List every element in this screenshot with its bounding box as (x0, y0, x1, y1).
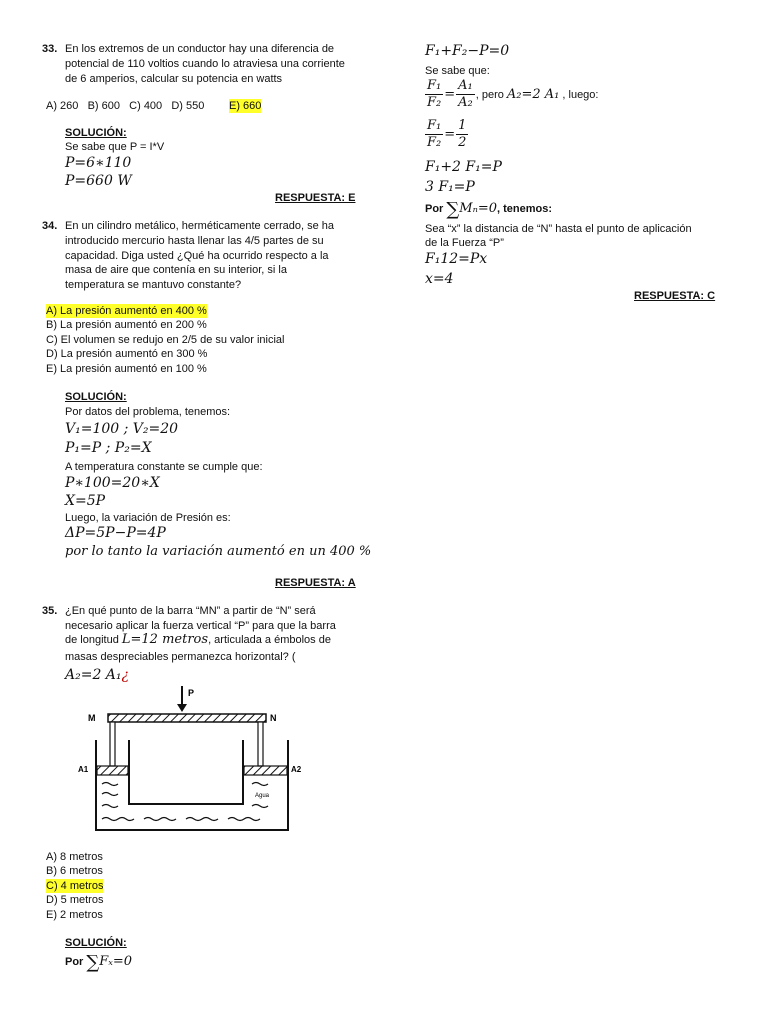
answer-label: RESPUESTA: A (275, 577, 356, 589)
solution-text: A temperatura constante se cumple que: (65, 461, 263, 473)
label-m: M (88, 713, 96, 723)
fraction-numerator: A₁ (458, 78, 473, 93)
question-text-line: En los extremos de un conductor hay una diferencia de (65, 43, 335, 55)
piston-a1 (97, 766, 128, 775)
solution-text: Luego, la variación de Presión es: (65, 512, 231, 524)
left-rod (110, 722, 115, 766)
equation: P=6∗110 (65, 155, 132, 171)
error-mark: ¿ (121, 667, 130, 683)
equation: L=12 metros (121, 632, 209, 647)
arrow-head-icon (177, 704, 187, 712)
answer-option: D) La presión aumentó en 300 % (46, 348, 208, 360)
right-rod (258, 722, 263, 766)
text-fragment: , luego: (562, 88, 599, 101)
fraction-numerator: 1 (458, 118, 467, 133)
equation: P=660 W (65, 173, 132, 189)
label-a2: A2 (291, 765, 302, 774)
solution-label: SOLUCIÓN: (65, 937, 127, 949)
bar-mn (108, 714, 266, 722)
answer-option: B) La presión aumentó en 200 % (46, 319, 207, 331)
solution-label: SOLUCIÓN: (65, 127, 127, 139)
solution-text: Se sabe que P = I*V (65, 141, 165, 153)
question-text-line: potencial de 110 voltios cuando lo atraviesa una corriente (65, 58, 345, 70)
force-label: P (188, 688, 195, 698)
text-fragment: de longitud (65, 634, 119, 646)
question-text-line: introducido mercurio hasta llenar las 4/5 partes de su (65, 235, 324, 247)
question-text-line: En un cilindro metálico, herméticamente cerrado, se ha (65, 220, 335, 232)
text-fragment: , pero (475, 88, 504, 101)
fraction (456, 78, 475, 111)
fraction (456, 118, 468, 151)
liquid-label: Agua (255, 793, 270, 799)
answer-label: RESPUESTA: C (634, 290, 716, 302)
question-text-line: capacidad. Diga usted ¿Qué ha ocurrido respecto a la (65, 250, 329, 262)
solution-text: de la Fuerza “P” (425, 237, 504, 249)
vessel-inner-wall (129, 740, 243, 804)
text-fragment: , tenemos: (497, 203, 553, 215)
equals-sign: = (444, 126, 456, 142)
equation: X=5P (65, 493, 106, 509)
equation: 3 F₁=P (425, 179, 475, 195)
answer-option: E) 2 metros (46, 909, 103, 921)
sum-icon: ∑ (86, 952, 100, 973)
question-text-line: masas despreciables permanezca horizontal? ( (65, 651, 296, 663)
equation: ΔP=5P−P=4P (65, 525, 166, 541)
label-n: N (270, 713, 277, 723)
question-text-line: necesario aplicar la fuerza vertical “P” para que la barra (65, 620, 336, 632)
question-number: 33. (42, 43, 58, 55)
equation: F₁+F₂−P=0 (425, 43, 510, 59)
fraction (425, 78, 443, 111)
fraction-numerator: F₁ (427, 78, 442, 93)
answer-option: E) La presión aumentó en 100 % (46, 363, 207, 375)
question-text-line: de 6 amperios, calcular su potencia en watts (65, 73, 283, 85)
selected-answer-option: E) 660 (229, 100, 262, 112)
equation: x=4 (425, 271, 454, 287)
fraction (425, 118, 443, 151)
question-text-line: ¿En qué punto de la barra “MN” a partir de “N” será (65, 605, 316, 617)
equals-sign: = (444, 86, 456, 102)
equation: F₁12=Px (425, 251, 488, 267)
question-text-line: temperatura se mantuvo constante? (65, 279, 242, 291)
equation-line (425, 198, 552, 221)
question-number: 35. (42, 605, 58, 617)
equation: A₂=2 A₁ (506, 86, 560, 102)
fraction-numerator: F₁ (427, 118, 442, 133)
equation: Mₙ=0 (459, 201, 498, 216)
equation-line (65, 952, 132, 973)
selected-answer-option: A) La presión aumentó en 400 % (46, 305, 207, 317)
equation: P∗100=20∗X (65, 475, 160, 491)
fraction-denominator: F₂ (427, 135, 442, 150)
fraction-denominator: 2 (458, 135, 467, 150)
question-text-line: masa de aire que contenía en su interior, si la (65, 264, 287, 276)
answer-label: RESPUESTA: E (275, 192, 356, 204)
equation: P₁=P ; P₂=X (65, 440, 152, 456)
equation-line (424, 118, 469, 151)
solution-text: Sea “x” la distancia de “N” hasta el punto de aplicación (425, 223, 692, 235)
fraction-denominator: A₂ (458, 95, 473, 110)
answer-option: A) 8 metros (46, 851, 103, 863)
piston-a2 (244, 766, 287, 775)
fraction-denominator: F₂ (427, 95, 442, 110)
text-fragment: Por (65, 956, 84, 968)
solution-text: Se sabe que: (425, 65, 490, 77)
solution-text: Por datos del problema, tenemos: (65, 406, 231, 418)
question-number: 34. (42, 220, 58, 232)
text-fragment: Por (425, 203, 444, 215)
equation: Fₓ=0 (99, 954, 133, 969)
question-text-line (65, 633, 331, 647)
sum-icon: ∑ (446, 199, 460, 220)
equation-line (424, 78, 598, 111)
answer-option: B) 6 metros (46, 865, 103, 877)
equation: V₁=100 ; V₂=20 (65, 421, 179, 437)
equation: por lo tanto la variación aumentó en un 400 % (65, 544, 372, 559)
text-fragment: , articulada a émbolos de (208, 634, 331, 646)
equation (65, 666, 129, 684)
equation-fragment: A₂=2 A₁ (65, 667, 122, 683)
answer-option: D) 5 metros (46, 894, 104, 906)
selected-answer-option: C) 4 metros (46, 880, 104, 892)
equation: F₁+2 F₁=P (425, 159, 502, 175)
answer-option: C) El volumen se redujo en 2/5 de su valor inicial (46, 334, 285, 346)
hydraulic-press-diagram (72, 684, 312, 834)
label-a1: A1 (78, 765, 89, 774)
answer-options: A) 260 B) 600 C) 400 D) 550 (46, 100, 205, 112)
solution-label: SOLUCIÓN: (65, 391, 127, 403)
